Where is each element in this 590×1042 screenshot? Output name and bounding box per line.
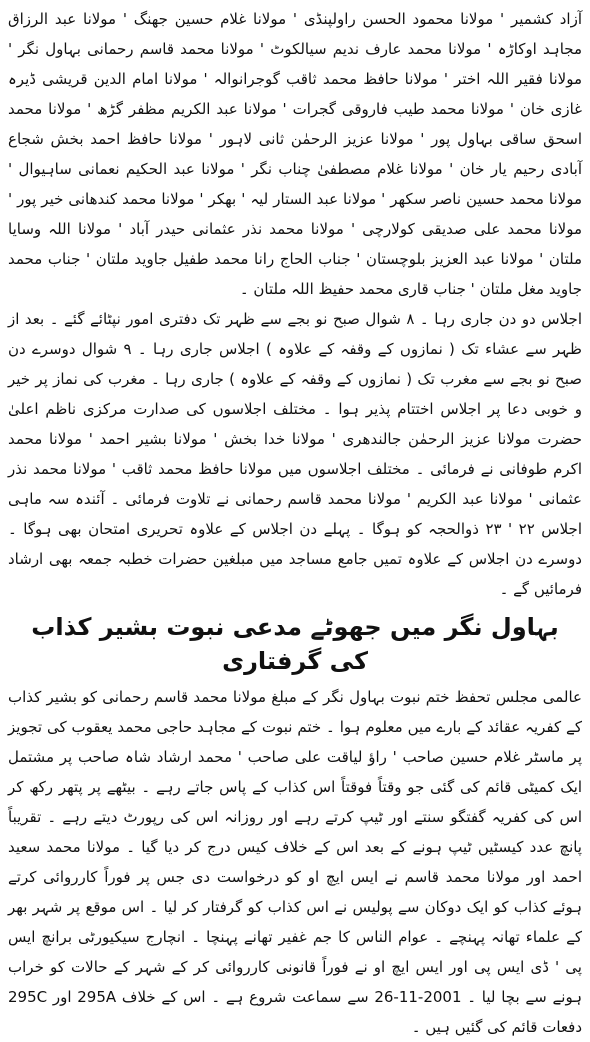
session-details-paragraph: اجلاس دو دن جاری رہا ۔ ۸ شوال صبح نو بجے سے ظہر تک دفتری امور نپٹائے گئے ۔ بعد از ظہر سے عشاء تک ( نمازوں کے وقفہ کے علاوہ ) اجلاس جاری رہا ۔ ۹ شوال دوسرے دن صبح نو بجے سے مغرب تک ( نمازوں کے وقفہ کے علاوہ ) جاری رہا ۔ مغرب کی نماز پر خیر و خوبی دعا پر اجلاس اختتام پذیر ہوا ۔ مختلف اجلاسوں کی صدارت مرکزی ناظم اعلیٰ حضرت مولانا عزیز الرحمٰن جالندھری ' مولانا خدا بخش ' مولانا بشیر احمد ' مولانا محمد اکرم طوفانی نے فرمائی ۔ مختلف اجلاسوں میں مولانا حافظ محمد ثاقب ' مولانا محمد نذر عثمانی ' مولانا عبد الکریم ' مولانا محمد قاسم رحمانی نے تلاوت فرمائی ۔ آئندہ سہ ماہی اجلاس ۲۲ ' ۲۳ ذوالحجہ کو ہوگا ۔ پہلے دن اجلاس کے علاوہ تحریری امتحان بھی ہوگا ۔ دوسرے دن اجلاس کے علاوہ تمیں جامع مساجد میں مبلغین حضرات خطبہ جمعہ بھی ارشاد فرمائیں گے ۔ — [8, 310, 583, 598]
article-headline: بہاول نگر میں جھوٹے مدعی نبوت بشیر کذاب کی گرفتاری — [31, 613, 559, 675]
attendees-paragraph: آزاد کشمیر ' مولانا محمود الحسن راولپنڈی ' مولانا غلام حسین جھنگ ' مولانا عبد الرزاق مجاہد اوکاڑہ ' مولانا محمد عارف ندیم سیالکوٹ ' مولانا محمد قاسم رحمانی بہاول نگر ' مولانا فقیر اللہ اختر ' مولانا حافظ محمد ثاقب گوجرانوالہ ' مولانا امام الدین قریشی ڈیرہ غازی خان ' مولانا محمد طیب فاروقی گجرات ' مولانا عبد الکریم مظفر گڑھ ' مولانا محمد اسحق ساقی بہاول پور ' مولانا عزیز الرحمٰن ثانی لاہور ' مولانا حافظ احمد بخش شجاع آبادی رحیم یار خان ' مولانا غلام مصطفیٰ چناب نگر ' مولانا عبد الحکیم نعمانی ساہیوال ' مولانا محمد حسین ناصر سکھر ' مولانا عبد الستار لیہ ' بھکر ' مولانا محمد کندھانی خیر پور ' مولانا محمد علی صدیقی کولارچی ' مولانا محمد نذر عثمانی حیدر آباد ' مولانا اللہ وسایا ملتان ' مولانا عبد العزیز بلوچستان ' جناب الحاج رانا محمد طفیل جاوید ملتان ' جناب محمد جاوید مغل ملتان ' جناب قاری محمد حفیظ اللہ ملتان ۔ — [8, 10, 582, 298]
arrest-report-paragraph: عالمی مجلس تحفظ ختم نبوت بہاول نگر کے مبلغ مولانا محمد قاسم رحمانی کو بشیر کذاب کے کفریہ عقائد کے بارے میں معلوم ہوا ۔ ختم نبوت کے مجاہد حاجی محمد یعقوب کی تجویز پر ماسٹر غلام حسین صاحب ' راؤ لیاقت علی صاحب ' محمد ارشاد شاہ صاحب پر مشتمل ایک کمیٹی قائم کی گئی جو وقتاً فوقتاً اس کذاب کے پاس جاتے رہے ۔ بیٹھے پر پتھر رکھ کر اس کی کفریہ گفتگو سنتے اور ٹیپ کرتے رہے اور روزانہ اس کی رپورٹ دیتے رہے ۔ تقریباً پانچ عدد کیسٹیں ٹیپ ہونے کے بعد اس کے خلاف کیس درج کر دیا گیا ۔ مولانا محمد سعید احمد اور مولانا محمد قاسم نے ایس ایچ او کو درخواست دی جس پر فوراً کارروائی کرتے ہوئے کذاب کو ایک دوکان سے پولیس نے اس کذاب کو گرفتار کر لیا ۔ اس موقع پر شہر بھر کے علماء تھانہ پہنچے ۔ عوام الناس کا جم غفیر تھانے پہنچا ۔ انچارج سیکیورٹی برانچ ایس پی ' ڈی ایس پی اور ایس ایچ او نے فوراً قانونی کارروائی کر کے شہر کے حالات کو خراب ہونے سے بچا لیا ۔ 2001-11-26 سے سماعت شروع ہے ۔ اس کے خلاف 295A اور 295C دفعات قائم کی گئیں ہیں ۔ — [8, 688, 582, 1036]
